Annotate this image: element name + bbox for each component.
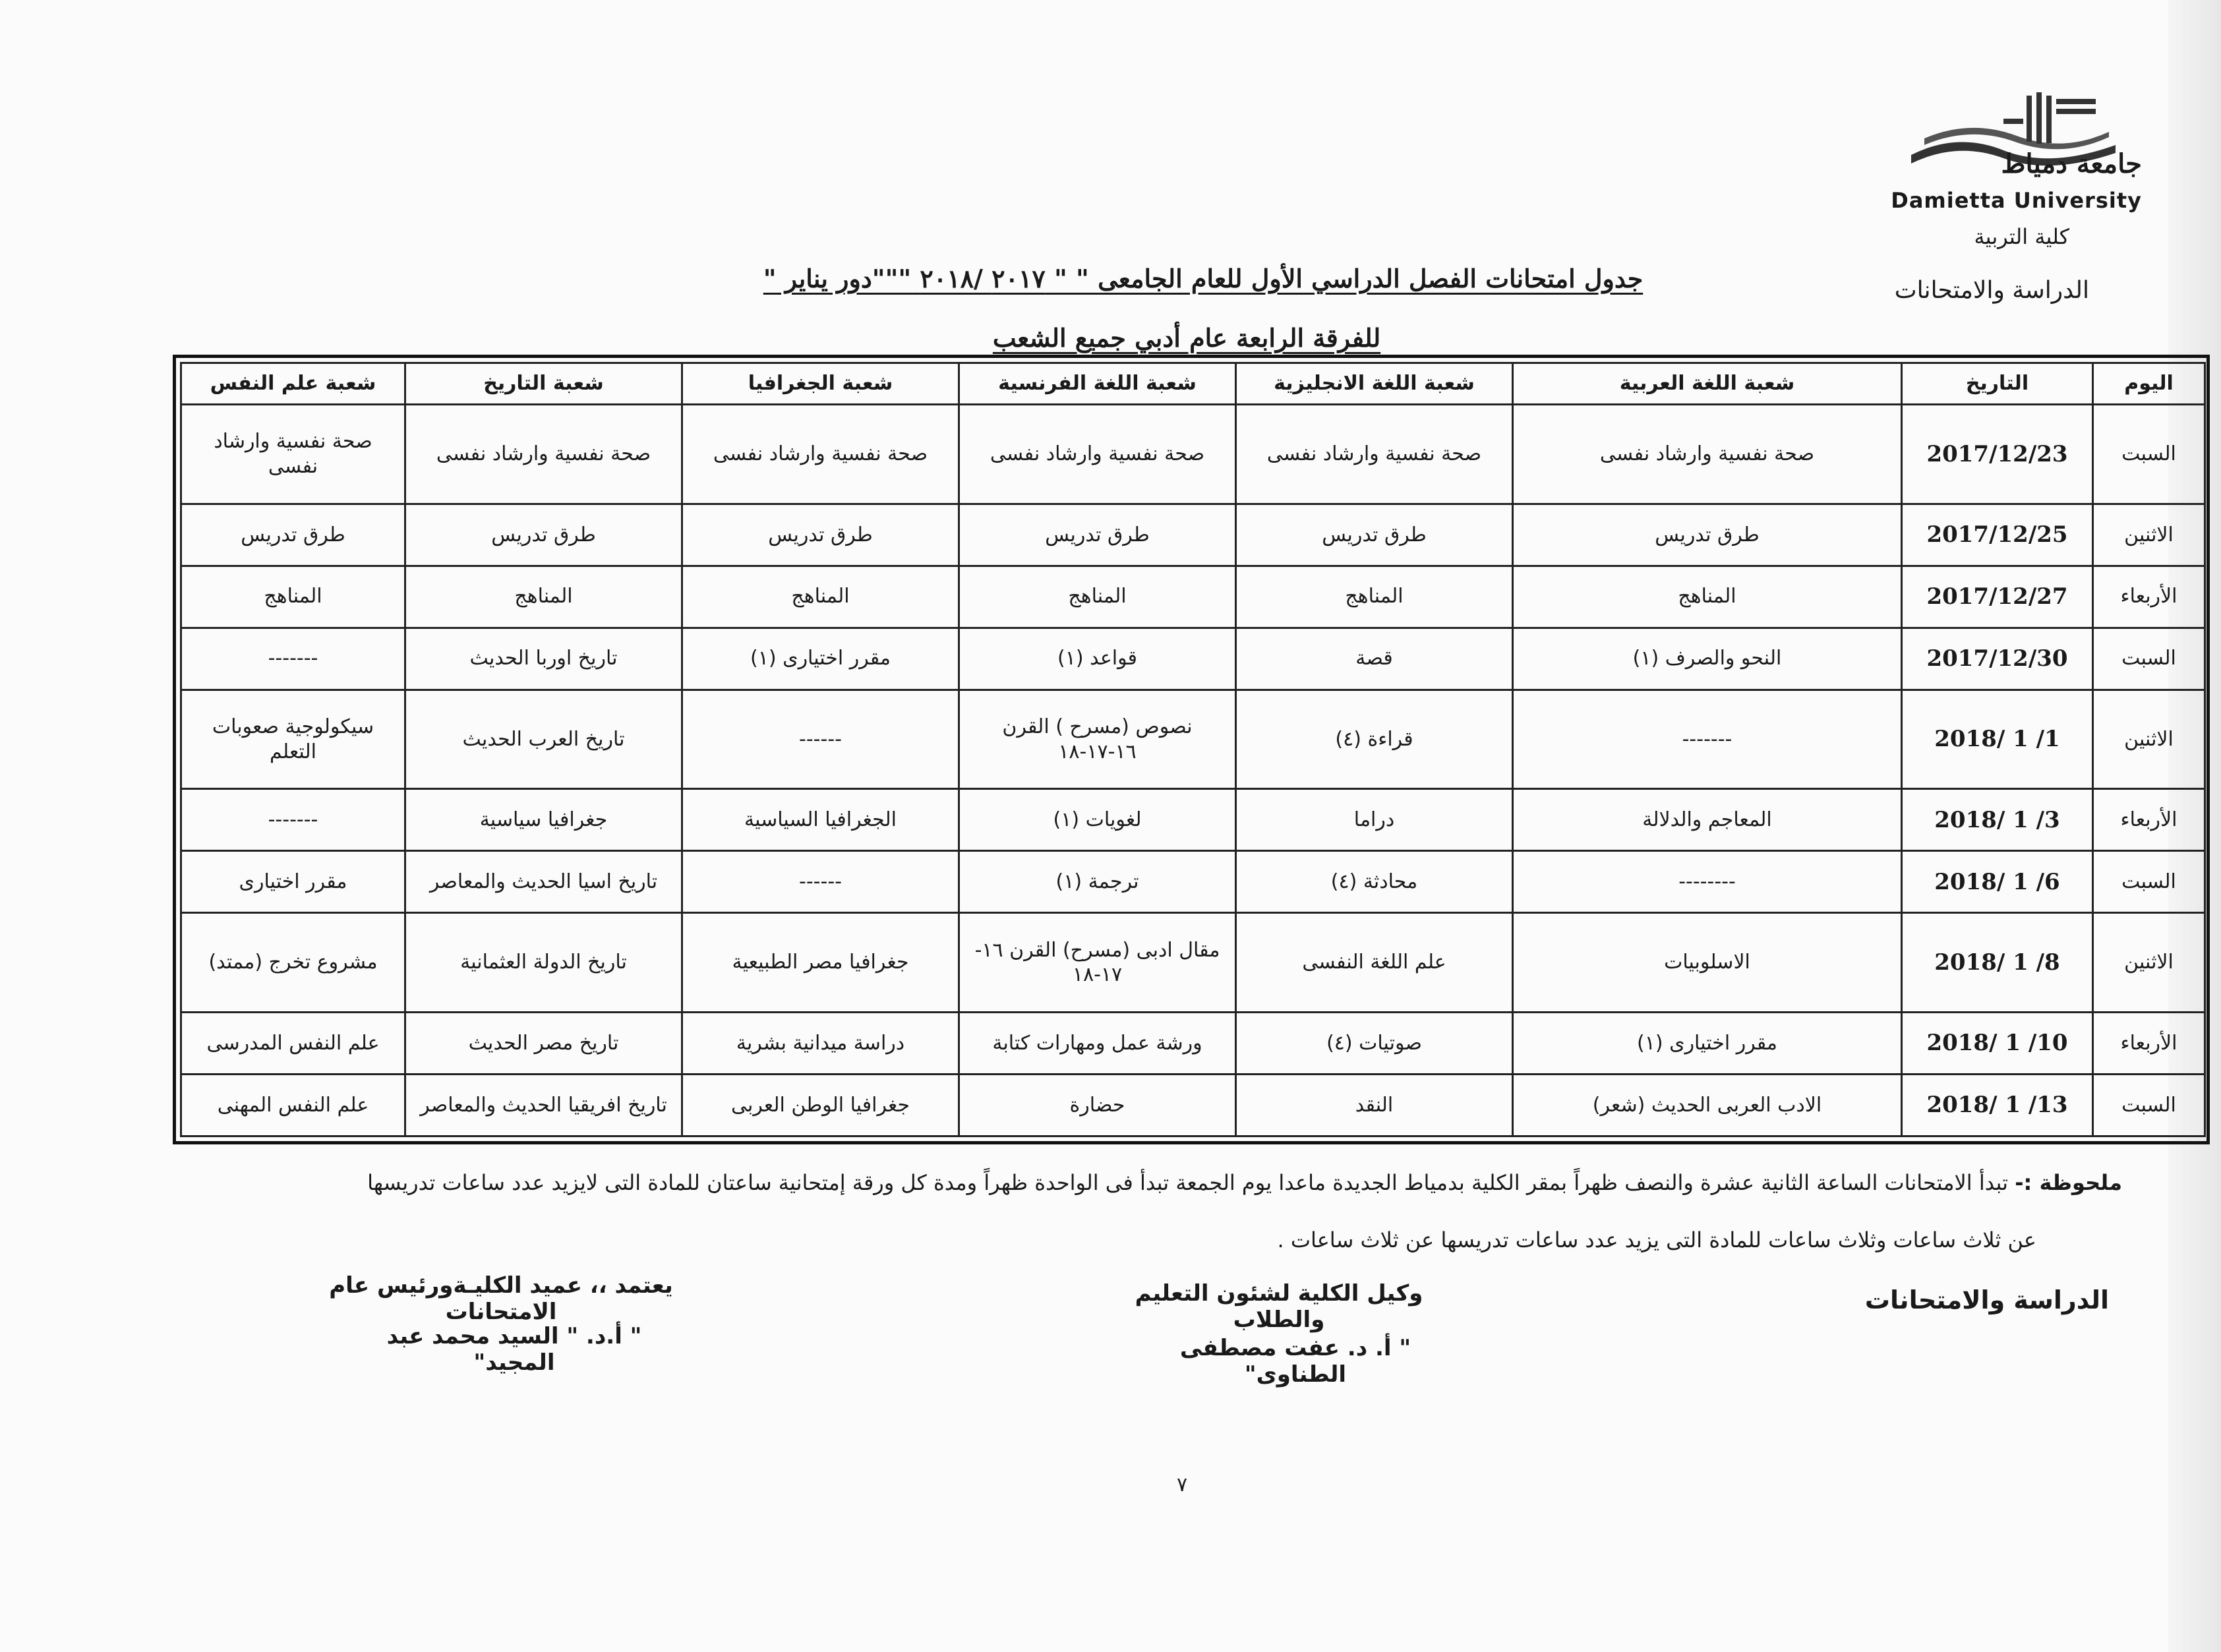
cell-french: حضارة (959, 1075, 1236, 1136)
cell-date: 2018/ 1 /3 (1902, 789, 2093, 851)
table-row (181, 851, 2205, 913)
cell-history: تاريخ اسيا الحديث والمعاصر (405, 851, 682, 913)
signature-dean-name: " أ.د. " السيد محمد عبد المجيد" (386, 1323, 642, 1376)
table-header-row (181, 363, 2205, 405)
cell-day: السبت (2093, 628, 2205, 690)
header-history: شعبة التاريخ (405, 363, 682, 405)
cell-french: قواعد (١) (959, 628, 1236, 690)
header-arabic: شعبة اللغة العربية (1513, 363, 1902, 405)
cell-date: 2017/12/30 (1902, 628, 2093, 690)
cell-day: الأربعاء (2093, 566, 2205, 628)
cell-geography: جغرافيا مصر الطبيعية (682, 913, 959, 1013)
cell-english: المناهج (1236, 566, 1513, 628)
cell-french: صحة نفسية وارشاد نفسى (959, 405, 1236, 504)
table-row (181, 566, 2205, 628)
cell-arabic: الاسلوبيات (1513, 913, 1902, 1013)
cell-day: السبت (2093, 1075, 2205, 1136)
cell-geography: دراسة ميدانية بشرية (682, 1013, 959, 1075)
cell-french: لغويات (١) (959, 789, 1236, 851)
header-geography: شعبة الجغرافيا (682, 363, 959, 405)
signature-department: الدراسة والامتحانات (1864, 1285, 2109, 1314)
cell-french: طرق تدريس (959, 504, 1236, 566)
cell-history: تاريخ مصر الحديث (405, 1013, 682, 1075)
cell-geography: ------ (682, 851, 959, 913)
cell-history: المناهج (405, 566, 682, 628)
cell-history: صحة نفسية وارشاد نفسى (405, 405, 682, 504)
university-name-ar: جامعة دمياط (2001, 148, 2142, 179)
cell-day: الاثنين (2093, 913, 2205, 1013)
note-text: تبدأ الامتحانات الساعة الثانية عشرة والنصف ظهراً بمقر الكلية بدمياط الجديدة ماعدا يوم الجمعة تبدأ فى الواحدة ظهراً ومدة كل ورقة إمتحانية ساعتان للمادة التى لايزيد عدد ساعات تدريسها (367, 1170, 2009, 1195)
cell-english: طرق تدريس (1236, 504, 1513, 566)
cell-psychology: مشروع تخرج (ممتد) (181, 913, 405, 1013)
cell-english: قصة (1236, 628, 1513, 690)
cell-english: قراءة (٤) (1236, 690, 1513, 789)
cell-psychology: طرق تدريس (181, 504, 405, 566)
cell-psychology: مقرر اختيارى (181, 851, 405, 913)
cell-date: 2017/12/25 (1902, 504, 2093, 566)
signature-dean-title: يعتمد ،، عميد الكليـةورئيس عام الامتحانات (329, 1272, 673, 1325)
cell-english: صوتيات (٤) (1236, 1013, 1513, 1075)
cell-history: تاريخ اوربا الحديث (405, 628, 682, 690)
cell-psychology: علم النفس المدرسى (181, 1013, 405, 1075)
cell-arabic: مقرر اختيارى (١) (1513, 1013, 1902, 1075)
cell-history: تاريخ افريقيا الحديث والمعاصر (405, 1075, 682, 1136)
table-row (181, 405, 2205, 504)
schedule-subtitle: للفرقة الرابعة عام أدبي جميع الشعب (992, 323, 1381, 353)
department-name: الدراسة والامتحانات (1894, 277, 2089, 304)
cell-geography: ------ (682, 690, 959, 789)
cell-geography: جغرافيا الوطن العربى (682, 1075, 959, 1136)
header-date: التاريخ (1902, 363, 2093, 405)
cell-arabic: المناهج (1513, 566, 1902, 628)
table-row (181, 690, 2205, 789)
cell-psychology: ------- (181, 789, 405, 851)
cell-day: الأربعاء (2093, 789, 2205, 851)
cell-geography: المناهج (682, 566, 959, 628)
table-row (181, 789, 2205, 851)
cell-arabic: طرق تدريس (1513, 504, 1902, 566)
cell-english: النقد (1236, 1075, 1513, 1136)
exam-note (144, 1170, 2122, 1195)
cell-french: المناهج (959, 566, 1236, 628)
signature-vice-dean-name: " أ. د. عفت مصطفى الطناوى" (1179, 1335, 1411, 1388)
cell-french: مقال ادبى (مسرح) القرن ١٦- ١٧-١٨ (959, 913, 1236, 1013)
cell-arabic: الادب العربى الحديث (شعر) (1513, 1075, 1902, 1136)
cell-french: نصوص (مسرح ) القرن ١٦-١٧-١٨ (959, 690, 1236, 789)
cell-french: ورشة عمل ومهارات كتابة (959, 1013, 1236, 1075)
cell-history: تاريخ العرب الحديث (405, 690, 682, 789)
cell-english: صحة نفسية وارشاد نفسى (1236, 405, 1513, 504)
cell-french: ترجمة (١) (959, 851, 1236, 913)
cell-date: 2017/12/27 (1902, 566, 2093, 628)
exam-schedule-table (180, 362, 2206, 1137)
cell-day: السبت (2093, 851, 2205, 913)
cell-day: الأربعاء (2093, 1013, 2205, 1075)
page-number: ٧ (1177, 1473, 1188, 1496)
exam-schedule-table-frame (173, 355, 2210, 1144)
cell-date: 2018/ 1 /13 (1902, 1075, 2093, 1136)
note-text-continued: عن ثلاث ساعات وثلاث ساعات للمادة التى يزيد عدد ساعات تدريسها عن ثلاث ساعات . (1277, 1227, 2036, 1253)
cell-date: 2018/ 1 /10 (1902, 1013, 2093, 1075)
cell-day: الاثنين (2093, 504, 2205, 566)
cell-psychology: ------- (181, 628, 405, 690)
table-row (181, 504, 2205, 566)
cell-date: 2017/12/23 (1902, 405, 2093, 504)
table-row (181, 1013, 2205, 1075)
cell-history: طرق تدريس (405, 504, 682, 566)
cell-day: السبت (2093, 405, 2205, 504)
cell-history: جغرافيا سياسية (405, 789, 682, 851)
table-row (181, 1075, 2205, 1136)
header-psychology: شعبة علم النفس (181, 363, 405, 405)
cell-arabic: صحة نفسية وارشاد نفسى (1513, 405, 1902, 504)
cell-english: دراما (1236, 789, 1513, 851)
cell-geography: طرق تدريس (682, 504, 959, 566)
cell-english: علم اللغة النفسى (1236, 913, 1513, 1013)
cell-psychology: سيكولوجية صعوبات التعلم (181, 690, 405, 789)
cell-date: 2018/ 1 /8 (1902, 913, 2093, 1013)
header-english: شعبة اللغة الانجليزية (1236, 363, 1513, 405)
cell-psychology: علم النفس المهنى (181, 1075, 405, 1136)
cell-arabic: -------- (1513, 851, 1902, 913)
cell-day: الاثنين (2093, 690, 2205, 789)
cell-arabic: ------- (1513, 690, 1902, 789)
cell-date: 2018/ 1 /6 (1902, 851, 2093, 913)
cell-arabic: المعاجم والدلالة (1513, 789, 1902, 851)
cell-arabic: النحو والصرف (١) (1513, 628, 1902, 690)
cell-english: محادثة (٤) (1236, 851, 1513, 913)
table-row (181, 628, 2205, 690)
note-label: ملحوظة :- (2015, 1170, 2122, 1195)
header-day: اليوم (2093, 363, 2205, 405)
cell-geography: مقرر اختيارى (١) (682, 628, 959, 690)
cell-date: 2018/ 1 /1 (1902, 690, 2093, 789)
signature-vice-dean-title: وكيل الكلية لشئون التعليم والطلاب (1135, 1280, 1423, 1333)
cell-history: تاريخ الدولة العثمانية (405, 913, 682, 1013)
cell-psychology: صحة نفسية وارشاد نفسى (181, 405, 405, 504)
header-french: شعبة اللغة الفرنسية (959, 363, 1236, 405)
table-row (181, 913, 2205, 1013)
faculty-name: كلية التربية (1974, 224, 2069, 249)
cell-psychology: المناهج (181, 566, 405, 628)
cell-geography: صحة نفسية وارشاد نفسى (682, 405, 959, 504)
schedule-title: جدول امتحانات الفصل الدراسي الأول للعام الجامعى " " ٢٠١٧ /٢٠١٨ """دور يناير " (763, 264, 1644, 293)
university-name-en: Damietta University (1891, 188, 2142, 213)
cell-geography: الجغرافيا السياسية (682, 789, 959, 851)
